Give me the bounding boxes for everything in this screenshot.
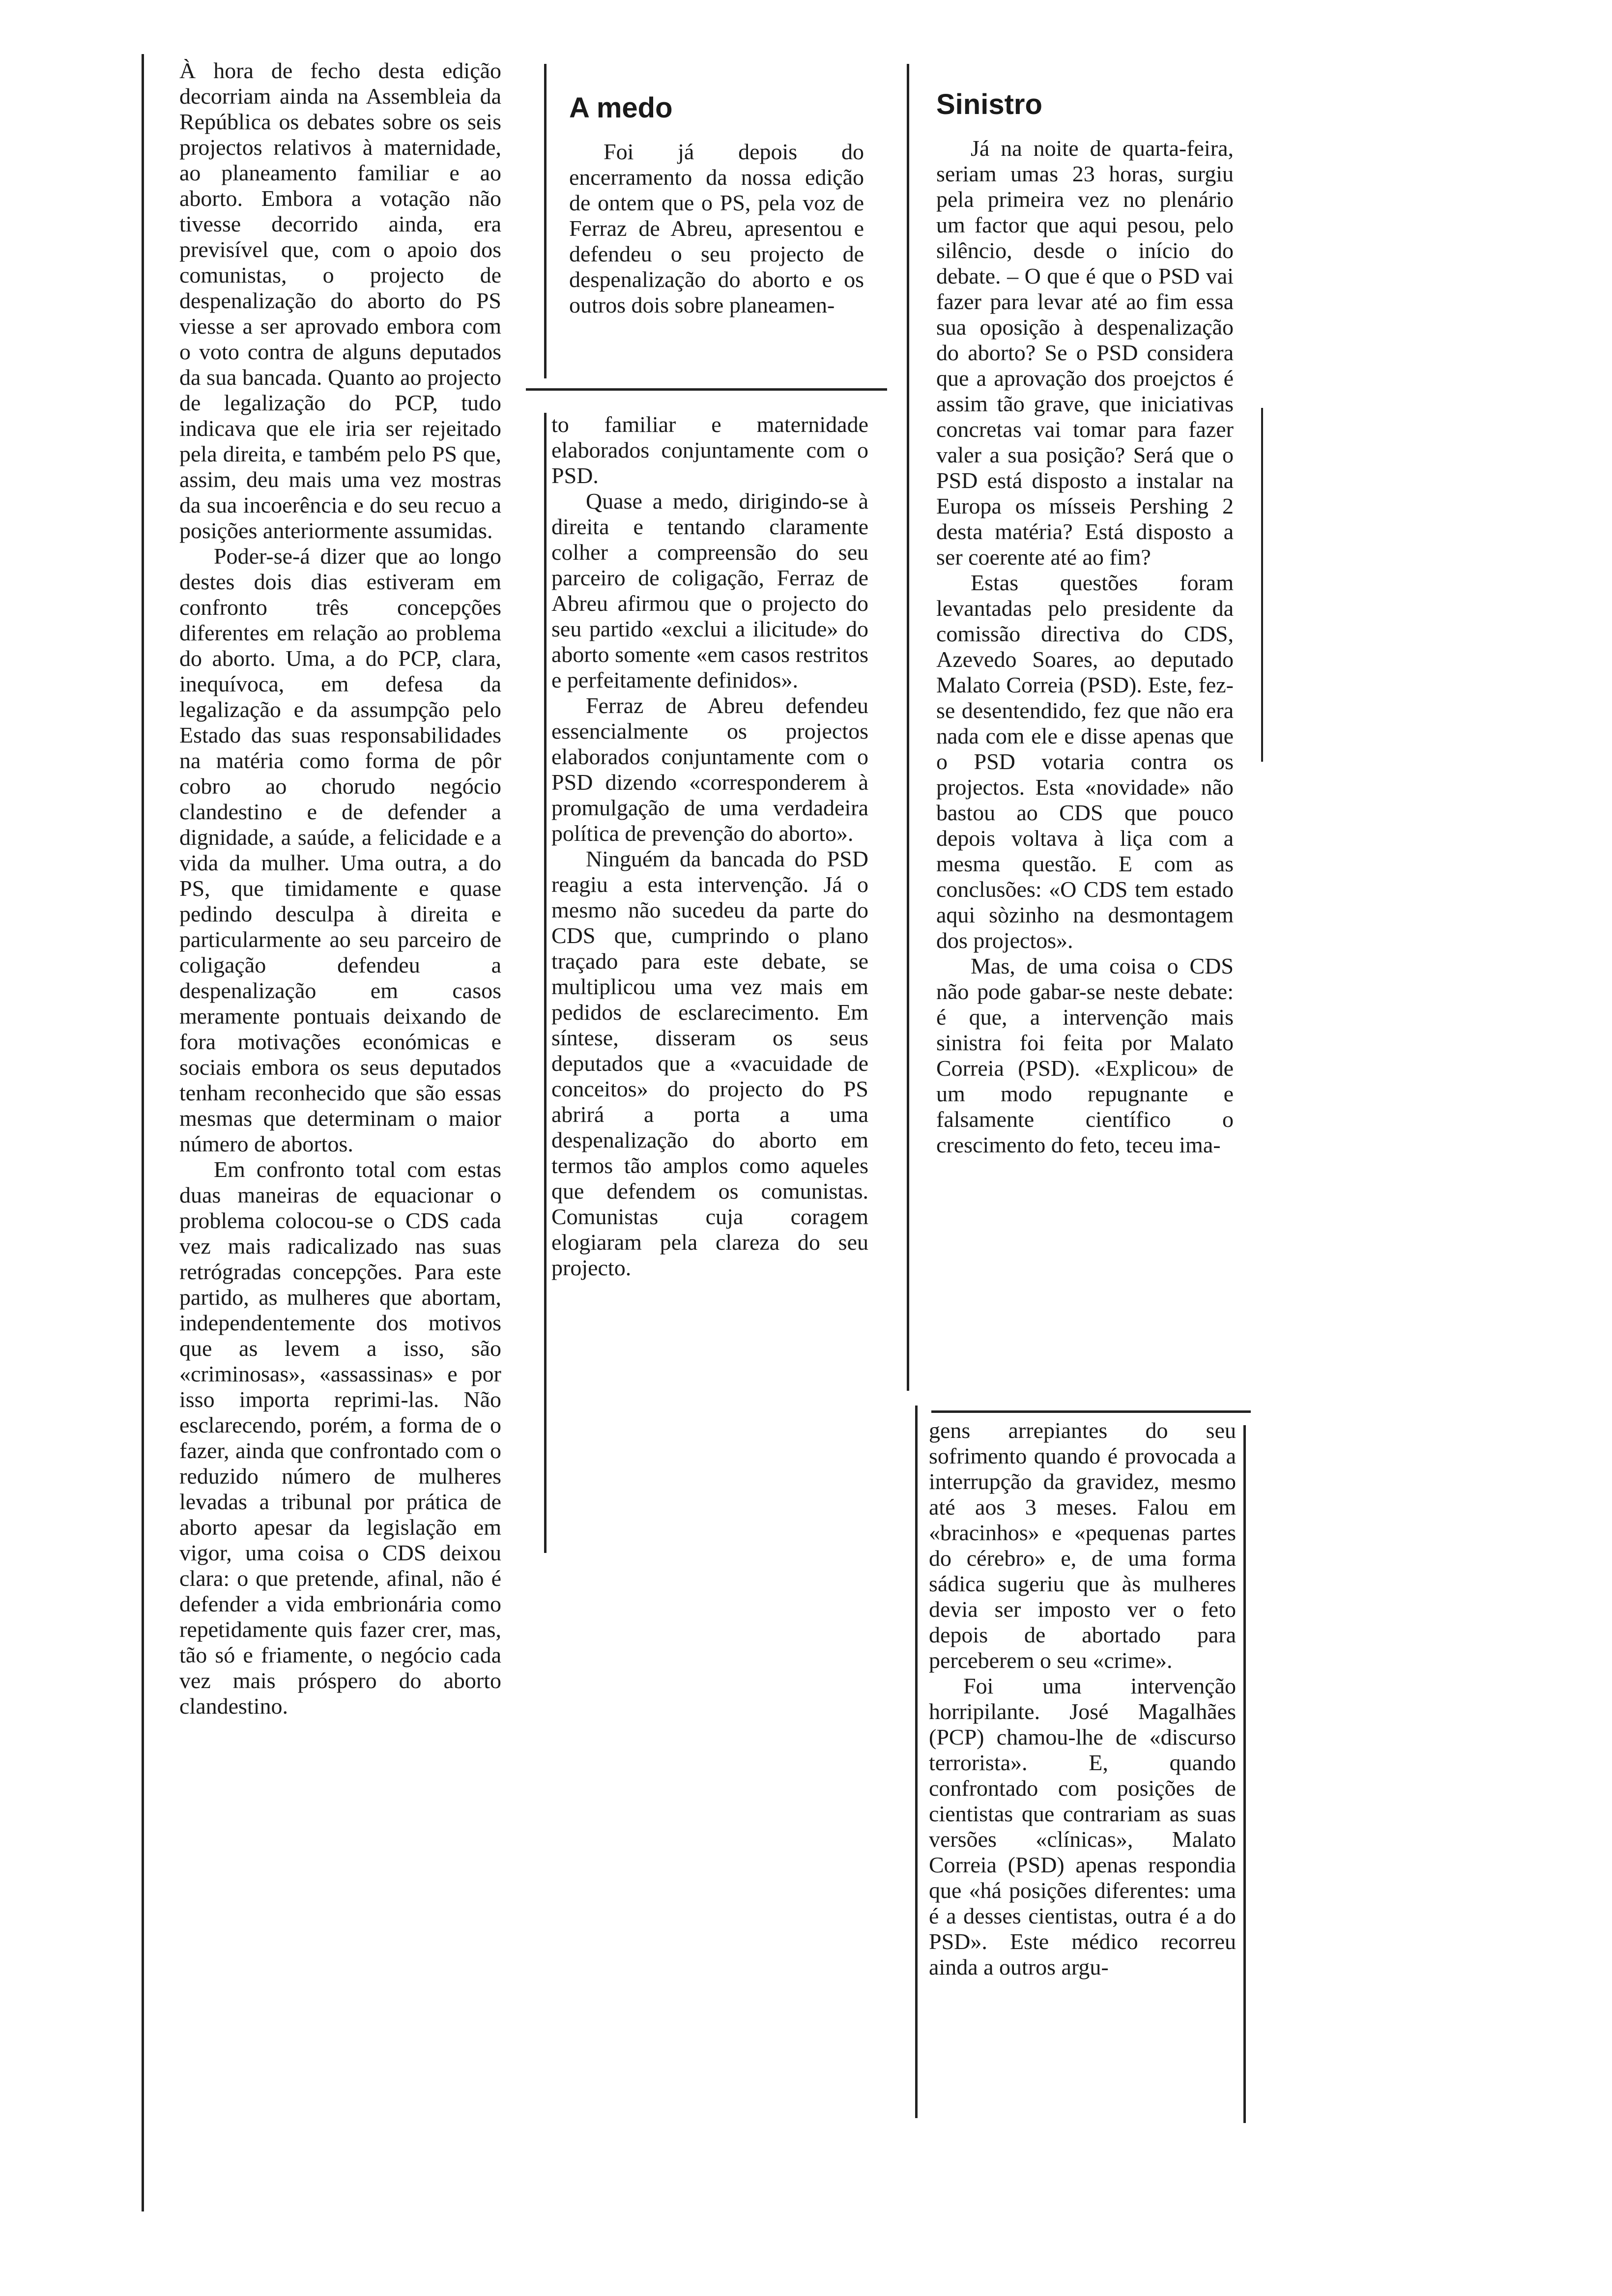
- paragraph: Quase a medo, dirigindo-se à direita e tentando claramente colher a compreensão do seu parceiro de coligação, Ferraz de Abreu afirmou que o projecto do seu partido «exclui a ilicitude» do aborto somente «em casos restritos e perfeitamente definidos».: [551, 488, 868, 692]
- column-rule-right: [907, 64, 909, 1391]
- paragraph: to familiar e maternidade elaborados conjuntamente com o PSD.: [551, 412, 868, 488]
- section-heading-sinistro: Sinistro: [936, 88, 1042, 120]
- section-divider: [931, 1410, 1251, 1413]
- column-rule-right-lower: [915, 1406, 918, 2118]
- column-rule-far-right: [1261, 408, 1263, 762]
- article-column-2-top: [569, 91, 864, 318]
- paragraph: Já na noite de quarta-feira, seriam umas 23 horas, surgiu pela primeira vez no plenário um factor que aqui pesou, pelo silêncio, desde o início do debate. – O que é que o PSD vai fazer para levar até ao fim essa sua oposição à despenalização do aborto? Se o PSD considera que a aprovação dos proejctos é assim tão grave, que iniciativas concretas vai tomar para fazer valer a sua posição? Será que o PSD está disposto a instalar na Europa os mísseis Pershing 2 desta matéria? Está disposto a ser coerente até ao fim?: [936, 136, 1234, 570]
- article-column-3-top: [936, 87, 1234, 1158]
- column-rule-middle-lower: [544, 413, 547, 1553]
- paragraph: Poder-se-á dizer que ao longo destes dois dias estiveram em confronto três concepções diferentes em relação ao problema do aborto. Uma, a do PCP, clara, inequívoca, em defesa da legalização e da assumpção pelo Estado das suas responsabilidades na matéria como forma de pôr cobro ao chorudo negócio clandestino e de defender a dignidade, a saúde, a felicidade e a vida da mulher. Uma outra, a do PS, que timidamente e quase pedindo desculpa à direita e particularmente ao seu parceiro de coligação defendeu a despenalização em casos meramente pontuais deixando de fora motivações económicas e sociais embora os seus deputados tenham reconhecido que são essas mesmas que determinam o maior número de abortos.: [179, 544, 501, 1156]
- column-rule-right-tail: [1243, 1425, 1246, 2123]
- column-rule-left: [142, 54, 144, 2211]
- article-column-3-bottom: [929, 1418, 1236, 1980]
- paragraph: Foi já depois do encerramento da nossa edição de ontem que o PS, pela voz de Ferraz de Abreu, apresentou e defendeu o seu projecto de despenalização do aborto e os outros dois sobre planeamen-: [569, 139, 864, 317]
- paragraph: Mas, de uma coisa o CDS não pode gabar-se neste debate: é que, a intervenção mais sinistra foi feita por Malato Correia (PSD). «Explicou» de um modo repugnante e falsamente científico o crescimento do feto, teceu ima-: [936, 953, 1234, 1157]
- paragraph: Ferraz de Abreu defendeu essencialmente os projectos elaborados conjuntamente com o PSD dizendo «corresponderem à promulgação de uma verdadeira política de prevenção do aborto».: [551, 693, 868, 846]
- article-column-2-bottom: [551, 412, 868, 1281]
- column-rule-middle: [544, 64, 547, 378]
- paragraph: Foi uma intervenção horripilante. José Magalhães (PCP) chamou-lhe de «discurso terrorista». E, quando confrontado com posições de cientistas que contrariam as suas versões «clínicas», Malato Correia (PSD) apenas respondia que «há posições diferentes: uma é a desses cientistas, outra é a do PSD». Este médico recorreu ainda a outros argu-: [929, 1673, 1236, 1980]
- paragraph: gens arrepiantes do seu sofrimento quando é provocada a interrupção da gravidez, mesmo até aos 3 meses. Falou em «bracinhos» e «pequenas partes do cérebro» e, de uma forma sádica sugeriu que às mulheres devia ser imposto ver o feto depois de abortado para perceberem o seu «crime».: [929, 1418, 1236, 1673]
- paragraph: Estas questões foram levantadas pelo presidente da comissão directiva do CDS, Azevedo Soares, ao deputado Malato Correia (PSD). Este, fez-se desentendido, fez que não era nada com ele e disse apenas que o PSD votaria contra os projectos. Esta «novidade» não bastou ao CDS que pouco depois voltava à liça com a mesma questão. E com as conclusões: «O CDS tem estado aqui sòzinho na desmontagem dos projectos».: [936, 570, 1234, 953]
- paragraph: À hora de fecho desta edição decorriam ainda na Assembleia da República os debates sobre os seis projectos relativos à maternidade, ao planeamento familiar e ao aborto. Embora a votação não tivesse decorrido ainda, era previsível que, com o apoio dos comunistas, o projecto de despenalização do aborto do PS viesse a ser aprovado embora com o voto contra de alguns deputados da sua bancada. Quanto ao projecto de legalização do PCP, tudo indicava que ele iria ser rejeitado pela direita, e também pelo PS que, assim, deu mais uma vez mostras da sua incoerência e do seu recuo a posições anteriormente assumidas.: [179, 58, 501, 543]
- section-heading-a-medo: A medo: [569, 92, 673, 124]
- section-divider: [526, 388, 887, 391]
- paragraph: Ninguém da bancada do PSD reagiu a esta intervenção. Já o mesmo não sucedeu da parte do CDS que, cumprindo o plano traçado para este debate, se multiplicou uma vez mais em pedidos de esclarecimento. Em síntese, disseram os seus deputados que a «vacuidade de conceitos» do projecto do PS abrirá a porta a uma despenalização do aborto em termos tão amplos como aqueles que defendem os comunistas. Comunistas cuja coragem elogiaram pela clareza do seu projecto.: [551, 846, 868, 1280]
- paragraph: Em confronto total com estas duas maneiras de equacionar o problema colocou-se o CDS cada vez mais radicalizado nas suas retrógradas concepções. Para este partido, as mulheres que abortam, independentemente dos motivos que as levem a isso, são «criminosas», «assassinas» e por isso importa reprimi-las. Não esclarecendo, porém, a forma de o fazer, ainda que confrontado com o reduzido número de mulheres levadas a tribunal por prática de aborto apesar da legislação em vigor, uma coisa o CDS deixou clara: o que pretende, afinal, não é defender a vida embrionária como repetidamente quis fazer crer, mas, tão só e friamente, o negócio cada vez mais próspero do aborto clandestino.: [179, 1157, 501, 1719]
- article-column-1: [179, 58, 501, 1719]
